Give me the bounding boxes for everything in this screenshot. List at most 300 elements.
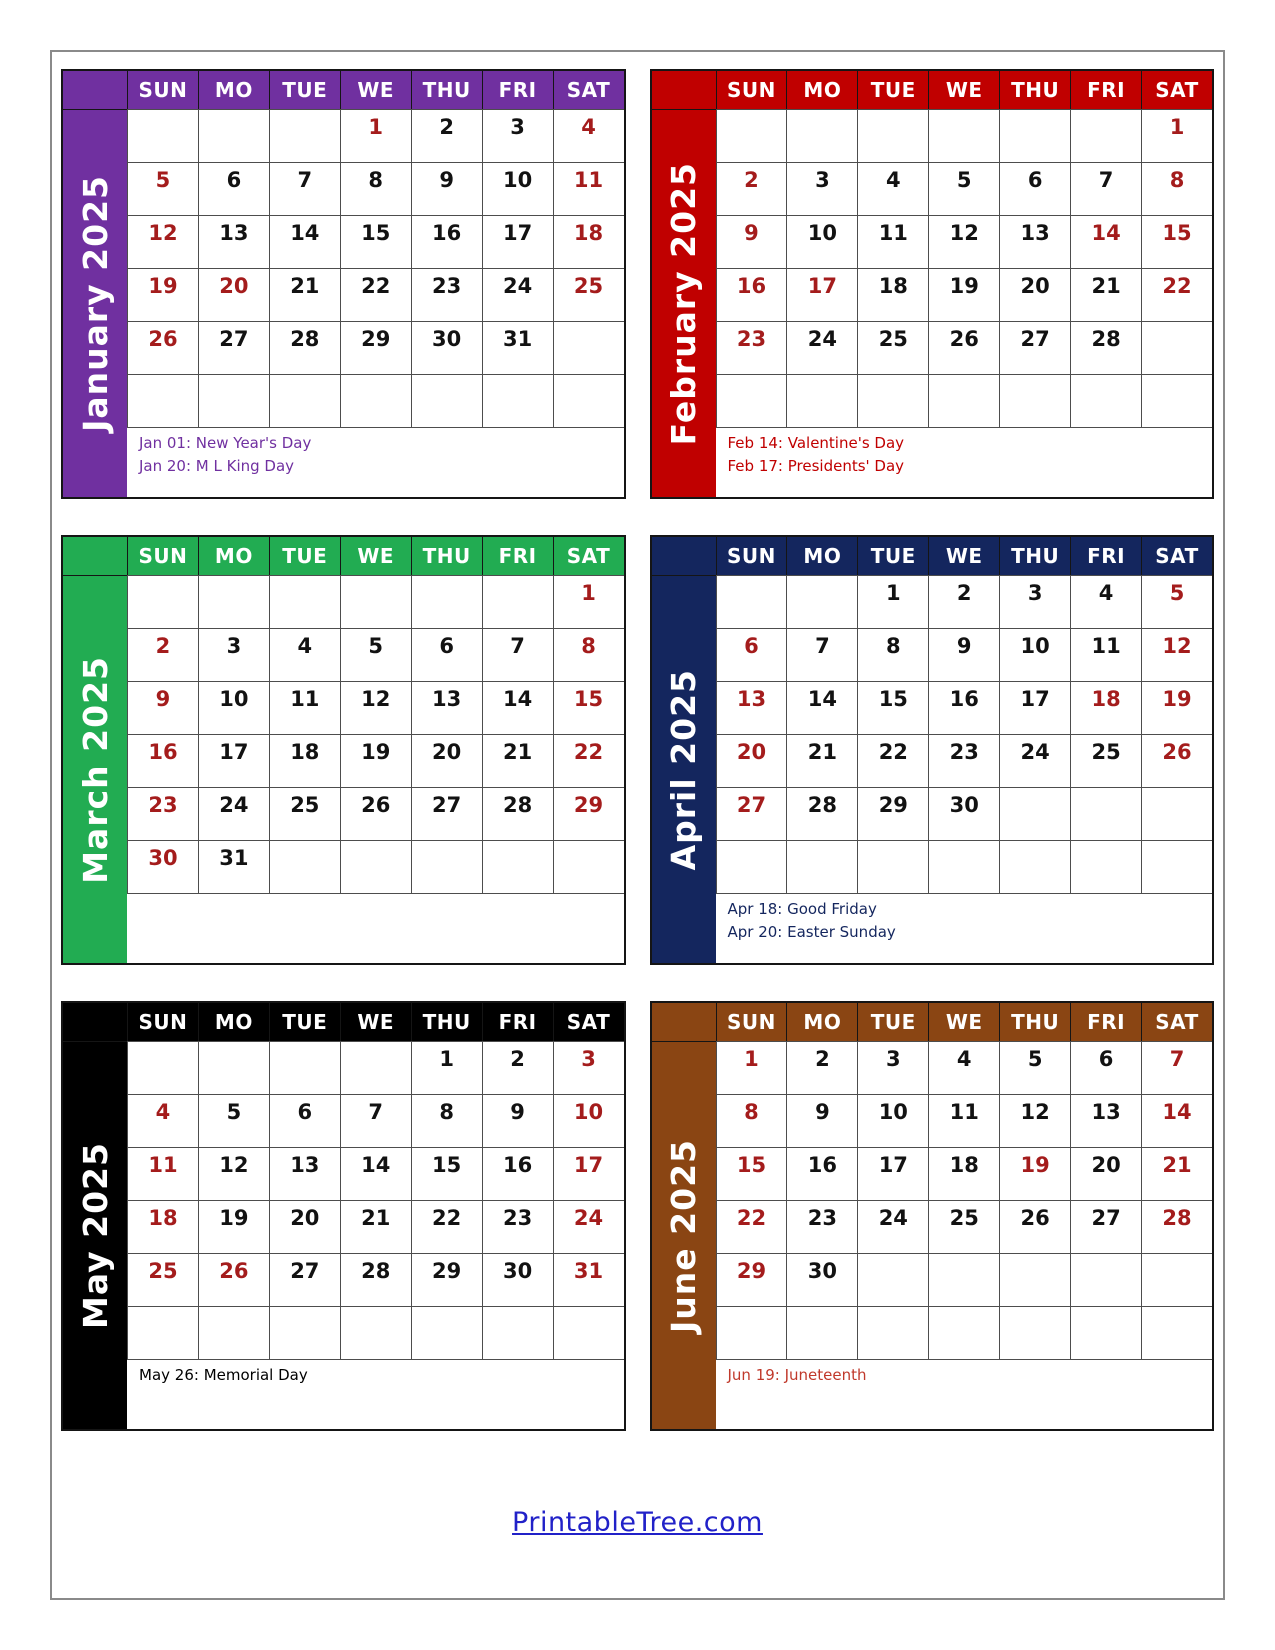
day-cell-may-28: 28	[340, 1253, 411, 1306]
day-cell-empty	[1141, 374, 1212, 427]
day-cell-may-4: 4	[127, 1094, 198, 1147]
weekday-header-mo: MO	[786, 71, 857, 109]
month-title: March 2025	[75, 655, 115, 884]
day-cell-february-6: 6	[999, 162, 1070, 215]
weekday-header-sat: SAT	[1141, 537, 1212, 575]
day-cell-empty	[928, 1306, 999, 1359]
weekday-header-we: WE	[340, 1003, 411, 1041]
day-cell-january-15: 15	[340, 215, 411, 268]
day-cell-empty	[482, 1306, 553, 1359]
day-cell-empty	[198, 1041, 269, 1094]
day-cell-february-24: 24	[786, 321, 857, 374]
day-cell-february-7: 7	[1070, 162, 1141, 215]
day-cell-april-8: 8	[857, 628, 928, 681]
day-cell-june-17: 17	[857, 1147, 928, 1200]
weekday-header-sat: SAT	[553, 1003, 624, 1041]
day-cell-june-11: 11	[928, 1094, 999, 1147]
day-cell-may-7: 7	[340, 1094, 411, 1147]
day-cell-empty	[340, 374, 411, 427]
day-cell-may-24: 24	[553, 1200, 624, 1253]
month-title: June 2025	[664, 1138, 703, 1333]
day-cell-may-31: 31	[553, 1253, 624, 1306]
weekday-header-fri: FRI	[482, 537, 553, 575]
day-cell-empty	[553, 321, 624, 374]
day-cell-may-16: 16	[482, 1147, 553, 1200]
weekday-header-sat: SAT	[1141, 1003, 1212, 1041]
day-cell-june-15: 15	[716, 1147, 787, 1200]
weekday-header-fri: FRI	[1070, 71, 1141, 109]
day-cell-march-22: 22	[553, 734, 624, 787]
day-cell-january-25: 25	[553, 268, 624, 321]
day-cell-february-4: 4	[857, 162, 928, 215]
day-cell-april-18: 18	[1070, 681, 1141, 734]
day-cell-january-20: 20	[198, 268, 269, 321]
day-cell-may-23: 23	[482, 1200, 553, 1253]
day-cell-empty	[786, 840, 857, 893]
day-cell-empty	[269, 1306, 340, 1359]
day-cell-january-31: 31	[482, 321, 553, 374]
footer	[52, 1507, 1223, 1538]
weekday-header-sat: SAT	[553, 537, 624, 575]
month-block-may	[61, 1001, 626, 1431]
day-cell-march-16: 16	[127, 734, 198, 787]
day-cell-january-2: 2	[411, 109, 482, 162]
day-cell-january-1: 1	[340, 109, 411, 162]
weekday-header-thu: THU	[411, 537, 482, 575]
day-cell-march-21: 21	[482, 734, 553, 787]
holiday-notes-june	[716, 1359, 1213, 1429]
day-cell-march-12: 12	[340, 681, 411, 734]
day-cell-april-15: 15	[857, 681, 928, 734]
day-cell-empty	[127, 374, 198, 427]
day-cell-january-5: 5	[127, 162, 198, 215]
day-cell-april-20: 20	[716, 734, 787, 787]
day-cell-june-16: 16	[786, 1147, 857, 1200]
day-cell-march-17: 17	[198, 734, 269, 787]
day-cell-january-23: 23	[411, 268, 482, 321]
day-cell-april-4: 4	[1070, 575, 1141, 628]
day-cell-april-1: 1	[857, 575, 928, 628]
day-cell-february-1: 1	[1141, 109, 1212, 162]
day-cell-june-7: 7	[1141, 1041, 1212, 1094]
day-cell-empty	[127, 1306, 198, 1359]
day-cell-june-25: 25	[928, 1200, 999, 1253]
day-cell-empty	[269, 109, 340, 162]
day-cell-april-30: 30	[928, 787, 999, 840]
day-cell-january-10: 10	[482, 162, 553, 215]
day-cell-march-1: 1	[553, 575, 624, 628]
day-cell-march-24: 24	[198, 787, 269, 840]
month-sidebar-january	[63, 109, 127, 497]
day-cell-march-28: 28	[482, 787, 553, 840]
day-cell-empty	[269, 1041, 340, 1094]
day-cell-empty	[411, 374, 482, 427]
day-cell-empty	[857, 1306, 928, 1359]
day-cell-february-16: 16	[716, 268, 787, 321]
day-cell-february-13: 13	[999, 215, 1070, 268]
month-sidebar-march	[63, 575, 127, 963]
day-cell-january-21: 21	[269, 268, 340, 321]
day-cell-april-25: 25	[1070, 734, 1141, 787]
holiday-note: Feb 14: Valentine's Day	[727, 434, 905, 452]
day-cell-empty	[269, 374, 340, 427]
day-cell-february-17: 17	[786, 268, 857, 321]
day-cell-march-11: 11	[269, 681, 340, 734]
day-cell-empty	[928, 1253, 999, 1306]
day-cell-may-30: 30	[482, 1253, 553, 1306]
holiday-notes-april	[716, 893, 1213, 963]
weekday-header-we: WE	[928, 71, 999, 109]
day-cell-empty	[1070, 840, 1141, 893]
day-cell-may-29: 29	[411, 1253, 482, 1306]
day-cell-empty	[1070, 374, 1141, 427]
weekday-header-tue: TUE	[269, 71, 340, 109]
day-cell-may-22: 22	[411, 1200, 482, 1253]
weekday-header-fri: FRI	[1070, 537, 1141, 575]
day-cell-empty	[999, 1253, 1070, 1306]
day-cell-january-26: 26	[127, 321, 198, 374]
day-cell-february-19: 19	[928, 268, 999, 321]
calendar-sheet	[50, 50, 1225, 1600]
month-title: April 2025	[664, 668, 703, 871]
day-cell-february-22: 22	[1141, 268, 1212, 321]
day-cell-empty	[786, 109, 857, 162]
day-cell-empty	[1070, 1306, 1141, 1359]
day-cell-january-16: 16	[411, 215, 482, 268]
day-cell-may-20: 20	[269, 1200, 340, 1253]
day-cell-january-13: 13	[198, 215, 269, 268]
weekday-header-we: WE	[928, 537, 999, 575]
day-cell-february-9: 9	[716, 215, 787, 268]
day-cell-june-29: 29	[716, 1253, 787, 1306]
day-cell-february-15: 15	[1141, 215, 1212, 268]
day-cell-may-27: 27	[269, 1253, 340, 1306]
day-cell-may-17: 17	[553, 1147, 624, 1200]
day-cell-february-5: 5	[928, 162, 999, 215]
day-cell-empty	[786, 1306, 857, 1359]
day-cell-february-8: 8	[1141, 162, 1212, 215]
day-cell-march-8: 8	[553, 628, 624, 681]
month-header-corner	[63, 537, 127, 575]
day-cell-empty	[411, 1306, 482, 1359]
month-header-corner	[652, 537, 716, 575]
day-cell-april-5: 5	[1141, 575, 1212, 628]
day-cell-january-14: 14	[269, 215, 340, 268]
holiday-notes-may	[127, 1359, 624, 1429]
day-cell-may-2: 2	[482, 1041, 553, 1094]
day-cell-june-26: 26	[999, 1200, 1070, 1253]
day-cell-january-8: 8	[340, 162, 411, 215]
day-cell-april-14: 14	[786, 681, 857, 734]
day-cell-empty	[716, 1306, 787, 1359]
month-header-corner	[63, 71, 127, 109]
weekday-header-fri: FRI	[1070, 1003, 1141, 1041]
day-cell-january-17: 17	[482, 215, 553, 268]
day-cell-empty	[411, 575, 482, 628]
holiday-notes-january	[127, 427, 624, 497]
day-cell-april-26: 26	[1141, 734, 1212, 787]
day-cell-empty	[1070, 787, 1141, 840]
weekday-header-mo: MO	[786, 1003, 857, 1041]
day-cell-march-30: 30	[127, 840, 198, 893]
day-cell-may-1: 1	[411, 1041, 482, 1094]
month-header-corner	[652, 71, 716, 109]
day-cell-empty	[198, 374, 269, 427]
weekday-header-sun: SUN	[716, 537, 787, 575]
day-cell-may-11: 11	[127, 1147, 198, 1200]
day-cell-february-10: 10	[786, 215, 857, 268]
day-cell-empty	[857, 840, 928, 893]
weekday-header-tue: TUE	[269, 1003, 340, 1041]
day-cell-june-18: 18	[928, 1147, 999, 1200]
weekday-header-fri: FRI	[482, 71, 553, 109]
weekday-header-mo: MO	[198, 1003, 269, 1041]
day-cell-empty	[198, 109, 269, 162]
day-cell-empty	[198, 1306, 269, 1359]
day-cell-may-6: 6	[269, 1094, 340, 1147]
day-cell-empty	[482, 840, 553, 893]
day-cell-march-15: 15	[553, 681, 624, 734]
day-cell-empty	[999, 787, 1070, 840]
day-cell-march-23: 23	[127, 787, 198, 840]
months-grid	[52, 52, 1223, 1431]
day-cell-march-14: 14	[482, 681, 553, 734]
day-cell-june-2: 2	[786, 1041, 857, 1094]
day-cell-june-1: 1	[716, 1041, 787, 1094]
weekday-header-sun: SUN	[127, 537, 198, 575]
weekday-header-tue: TUE	[269, 537, 340, 575]
weekday-header-sun: SUN	[127, 71, 198, 109]
day-cell-empty	[999, 1306, 1070, 1359]
day-cell-march-3: 3	[198, 628, 269, 681]
day-cell-empty	[127, 109, 198, 162]
weekday-header-tue: TUE	[857, 537, 928, 575]
day-cell-april-16: 16	[928, 681, 999, 734]
day-cell-april-27: 27	[716, 787, 787, 840]
day-cell-march-31: 31	[198, 840, 269, 893]
day-cell-january-12: 12	[127, 215, 198, 268]
day-cell-empty	[127, 575, 198, 628]
day-cell-may-26: 26	[198, 1253, 269, 1306]
day-cell-april-24: 24	[999, 734, 1070, 787]
day-cell-empty	[1141, 321, 1212, 374]
holiday-note: Apr 20: Easter Sunday	[727, 923, 896, 942]
day-cell-june-20: 20	[1070, 1147, 1141, 1200]
day-cell-empty	[928, 374, 999, 427]
day-cell-february-14: 14	[1070, 215, 1141, 268]
day-cell-april-17: 17	[999, 681, 1070, 734]
day-cell-empty	[857, 1253, 928, 1306]
day-cell-empty	[786, 374, 857, 427]
day-cell-february-25: 25	[857, 321, 928, 374]
day-cell-may-3: 3	[553, 1041, 624, 1094]
day-cell-february-27: 27	[999, 321, 1070, 374]
day-cell-january-24: 24	[482, 268, 553, 321]
weekday-header-mo: MO	[198, 537, 269, 575]
day-cell-january-19: 19	[127, 268, 198, 321]
weekday-header-we: WE	[340, 71, 411, 109]
day-cell-april-28: 28	[786, 787, 857, 840]
footer-link[interactable]: PrintableTree.com	[512, 1507, 763, 1538]
day-cell-empty	[999, 840, 1070, 893]
day-cell-june-12: 12	[999, 1094, 1070, 1147]
day-cell-june-19: 19	[999, 1147, 1070, 1200]
day-cell-empty	[340, 840, 411, 893]
day-cell-empty	[340, 1306, 411, 1359]
day-cell-april-3: 3	[999, 575, 1070, 628]
day-cell-empty	[1141, 1306, 1212, 1359]
weekday-header-mo: MO	[786, 537, 857, 575]
day-cell-june-10: 10	[857, 1094, 928, 1147]
day-cell-june-22: 22	[716, 1200, 787, 1253]
month-block-february	[650, 69, 1215, 499]
day-cell-june-14: 14	[1141, 1094, 1212, 1147]
day-cell-january-7: 7	[269, 162, 340, 215]
day-cell-empty	[1141, 1253, 1212, 1306]
day-cell-june-28: 28	[1141, 1200, 1212, 1253]
weekday-header-we: WE	[340, 537, 411, 575]
day-cell-march-7: 7	[482, 628, 553, 681]
weekday-header-thu: THU	[999, 1003, 1070, 1041]
day-cell-june-3: 3	[857, 1041, 928, 1094]
day-cell-january-4: 4	[553, 109, 624, 162]
day-cell-january-22: 22	[340, 268, 411, 321]
day-cell-february-23: 23	[716, 321, 787, 374]
day-cell-june-6: 6	[1070, 1041, 1141, 1094]
month-sidebar-april	[652, 575, 716, 963]
day-cell-may-13: 13	[269, 1147, 340, 1200]
day-cell-january-9: 9	[411, 162, 482, 215]
day-cell-january-11: 11	[553, 162, 624, 215]
day-cell-june-13: 13	[1070, 1094, 1141, 1147]
day-cell-empty	[786, 575, 857, 628]
day-cell-april-6: 6	[716, 628, 787, 681]
day-cell-june-30: 30	[786, 1253, 857, 1306]
day-cell-may-12: 12	[198, 1147, 269, 1200]
day-cell-february-12: 12	[928, 215, 999, 268]
day-cell-empty	[1070, 1253, 1141, 1306]
weekday-header-sun: SUN	[716, 1003, 787, 1041]
day-cell-june-8: 8	[716, 1094, 787, 1147]
day-cell-empty	[553, 840, 624, 893]
day-cell-march-10: 10	[198, 681, 269, 734]
weekday-header-sun: SUN	[127, 1003, 198, 1041]
day-cell-january-28: 28	[269, 321, 340, 374]
day-cell-march-27: 27	[411, 787, 482, 840]
month-sidebar-february	[652, 109, 716, 497]
day-cell-april-21: 21	[786, 734, 857, 787]
day-cell-february-26: 26	[928, 321, 999, 374]
day-cell-empty	[857, 374, 928, 427]
day-cell-empty	[482, 374, 553, 427]
weekday-header-tue: TUE	[857, 71, 928, 109]
day-cell-empty	[716, 840, 787, 893]
day-cell-march-2: 2	[127, 628, 198, 681]
day-cell-march-18: 18	[269, 734, 340, 787]
day-cell-empty	[1070, 109, 1141, 162]
day-cell-june-4: 4	[928, 1041, 999, 1094]
weekday-header-thu: THU	[411, 1003, 482, 1041]
day-cell-june-9: 9	[786, 1094, 857, 1147]
day-cell-empty	[553, 374, 624, 427]
day-cell-may-18: 18	[127, 1200, 198, 1253]
month-header-corner	[63, 1003, 127, 1041]
day-cell-empty	[411, 840, 482, 893]
holiday-notes-march	[127, 893, 624, 963]
day-cell-may-25: 25	[127, 1253, 198, 1306]
day-cell-january-6: 6	[198, 162, 269, 215]
day-cell-february-21: 21	[1070, 268, 1141, 321]
day-cell-empty	[716, 575, 787, 628]
day-cell-june-24: 24	[857, 1200, 928, 1253]
day-cell-may-5: 5	[198, 1094, 269, 1147]
day-cell-may-8: 8	[411, 1094, 482, 1147]
day-cell-january-27: 27	[198, 321, 269, 374]
day-cell-june-5: 5	[999, 1041, 1070, 1094]
day-cell-empty	[198, 575, 269, 628]
weekday-header-sun: SUN	[716, 71, 787, 109]
day-cell-empty	[269, 840, 340, 893]
day-cell-march-5: 5	[340, 628, 411, 681]
day-cell-empty	[269, 575, 340, 628]
day-cell-april-13: 13	[716, 681, 787, 734]
day-cell-june-21: 21	[1141, 1147, 1212, 1200]
day-cell-empty	[928, 840, 999, 893]
holiday-note: Feb 17: Presidents' Day	[727, 457, 905, 476]
day-cell-february-18: 18	[857, 268, 928, 321]
day-cell-january-29: 29	[340, 321, 411, 374]
day-cell-april-23: 23	[928, 734, 999, 787]
day-cell-april-10: 10	[999, 628, 1070, 681]
month-title: January 2025	[75, 175, 115, 432]
day-cell-march-9: 9	[127, 681, 198, 734]
month-block-june	[650, 1001, 1215, 1431]
day-cell-march-13: 13	[411, 681, 482, 734]
day-cell-empty	[716, 109, 787, 162]
day-cell-empty	[127, 1041, 198, 1094]
day-cell-empty	[1141, 840, 1212, 893]
day-cell-april-11: 11	[1070, 628, 1141, 681]
day-cell-march-25: 25	[269, 787, 340, 840]
day-cell-february-3: 3	[786, 162, 857, 215]
month-header-corner	[652, 1003, 716, 1041]
day-cell-empty	[1141, 787, 1212, 840]
day-cell-january-18: 18	[553, 215, 624, 268]
day-cell-empty	[716, 374, 787, 427]
day-cell-may-9: 9	[482, 1094, 553, 1147]
month-block-january	[61, 69, 626, 499]
weekday-header-sat: SAT	[553, 71, 624, 109]
day-cell-june-27: 27	[1070, 1200, 1141, 1253]
month-sidebar-june	[652, 1041, 716, 1429]
day-cell-april-22: 22	[857, 734, 928, 787]
day-cell-may-21: 21	[340, 1200, 411, 1253]
day-cell-empty	[857, 109, 928, 162]
day-cell-empty	[553, 1306, 624, 1359]
weekday-header-fri: FRI	[482, 1003, 553, 1041]
day-cell-empty	[999, 109, 1070, 162]
holiday-notes-february	[716, 427, 1213, 497]
day-cell-april-29: 29	[857, 787, 928, 840]
day-cell-empty	[928, 109, 999, 162]
day-cell-february-28: 28	[1070, 321, 1141, 374]
month-block-april	[650, 535, 1215, 965]
day-cell-march-6: 6	[411, 628, 482, 681]
day-cell-empty	[482, 575, 553, 628]
day-cell-february-11: 11	[857, 215, 928, 268]
holiday-note: Jan 01: New Year's Day	[139, 434, 312, 452]
day-cell-empty	[340, 575, 411, 628]
